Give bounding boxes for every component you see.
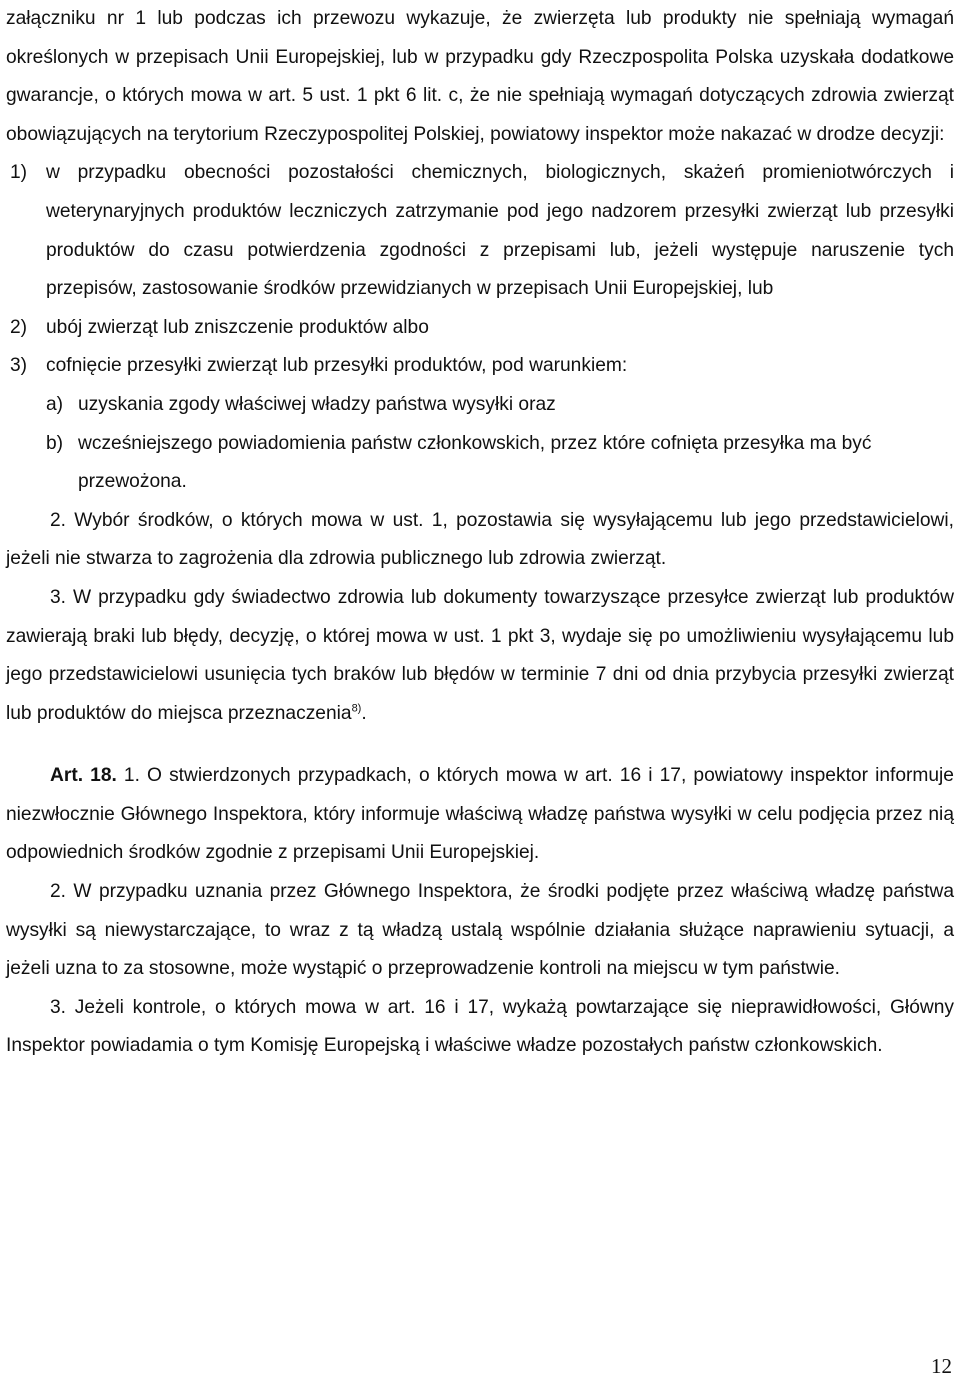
art18-paragraph-2: 2. W przypadku uznania przez Głównego Inspektora, że środki podjęte przez właściwą władzę państwa wysyłki są niewystarczające, to wraz z tą władzą ustalą wspólnie działania służące naprawieniu sytuacji, a jeżeli uzna to za stosowne, może wystąpić o przeprowadzenie kontroli na miejscu w tym państwie. xyxy=(6,881,954,980)
sub-item-marker: a) xyxy=(46,393,64,415)
list-marker: 1) xyxy=(10,162,28,184)
art18-paragraph-1-text: 1. O stwierdzonych przypadkach, o których mowa w art. 16 i 17, powiatowy inspektor informuje niezwłocznie Głównego Inspektora, który informuje właściwą władzę państwa wysyłki w celu podjęcia przez nią odpowiednich środków zgodnie z przepisami Unii Europejskiej. xyxy=(6,765,954,864)
footnote-reference[interactable]: 8) xyxy=(351,702,362,715)
sub-item-text: uzyskania zgody właściwej władzy państwa wysyłki oraz xyxy=(78,393,556,415)
paragraph-3-end: . xyxy=(361,702,367,724)
paragraph-3-text: 3. W przypadku gdy świadectwo zdrowia lub dokumenty towarzyszące przesyłce zwierząt lub produktów zawierają braki lub błędy, decyzję, o której mowa w ust. 1 pkt 3, wydaje się po umożliwieniu wysyłającemu lub jego przedstawicielowi usunięcia tych braków lub błędów w terminie 7 dni od dnia przybycia przesyłki zwierząt lub produktów do miejsca przeznaczenia xyxy=(6,586,954,724)
sub-item-a xyxy=(6,386,954,425)
list-item-3 xyxy=(6,347,954,386)
page-number: 12 xyxy=(931,1354,952,1378)
sub-item-text: wcześniejszego powiadomienia państw członkowskich, przez które cofnięta przesyłka ma być przewożona. xyxy=(78,432,872,493)
list-marker: 3) xyxy=(10,355,28,377)
section-spacer xyxy=(6,733,954,757)
sub-item-b xyxy=(6,425,954,502)
sub-item-marker: b) xyxy=(46,432,64,454)
intro-paragraph: załączniku nr 1 lub podczas ich przewozu wykazuje, że zwierzęta lub produkty nie spełniają wymagań określonych w przepisach Unii Europejskiej, lub w przypadku gdy Rzeczpospolita Polska uzyskała dodatkowe gwarancje, o których mowa w art. 5 ust. 1 pkt 6 lit. c, że nie spełniają wymagań dotyczących zdrowia zwierząt obowiązujących na terytorium Rzeczypospolitej Polskiej, powiatowy inspektor może nakazać w drodze decyzji: xyxy=(6,8,954,145)
list-item-2 xyxy=(6,309,954,348)
list-item-1 xyxy=(6,154,954,308)
document-body xyxy=(6,0,954,1066)
article-heading: Art. 18. xyxy=(50,765,117,787)
list-marker: 2) xyxy=(10,316,28,338)
art18-paragraph-3: 3. Jeżeli kontrole, o których mowa w art. 16 i 17, wykażą powtarzające się nieprawidłowości, Główny Inspektor powiadamia o tym Komisję Europejską i właściwe władze pozostałych państw członkowskich. xyxy=(6,996,954,1057)
list-item-text: ubój zwierząt lub zniszczenie produktów albo xyxy=(46,316,429,338)
art18-paragraph-1 xyxy=(6,757,954,873)
list-item-text: cofnięcie przesyłki zwierząt lub przesyłki produktów, pod warunkiem: xyxy=(46,355,628,377)
paragraph-3 xyxy=(6,579,954,733)
list-item-text: w przypadku obecności pozostałości chemicznych, biologicznych, skażeń promieniotwórczych i weterynaryjnych produktów leczniczych zatrzymanie pod jego nadzorem przesyłki zwierząt lub przesyłki produktów do czasu potwierdzenia zgodności z przepisami lub, jeżeli występuje naruszenie tych przepisów, zastosowanie środków przewidzianych w przepisach Unii Europejskiej, lub xyxy=(46,162,954,300)
paragraph-2: 2. Wybór środków, o których mowa w ust. 1, pozostawia się wysyłającemu lub jego przedstawicielowi, jeżeli nie stwarza to zagrożenia dla zdrowia publicznego lub zdrowia zwierząt. xyxy=(6,509,954,570)
